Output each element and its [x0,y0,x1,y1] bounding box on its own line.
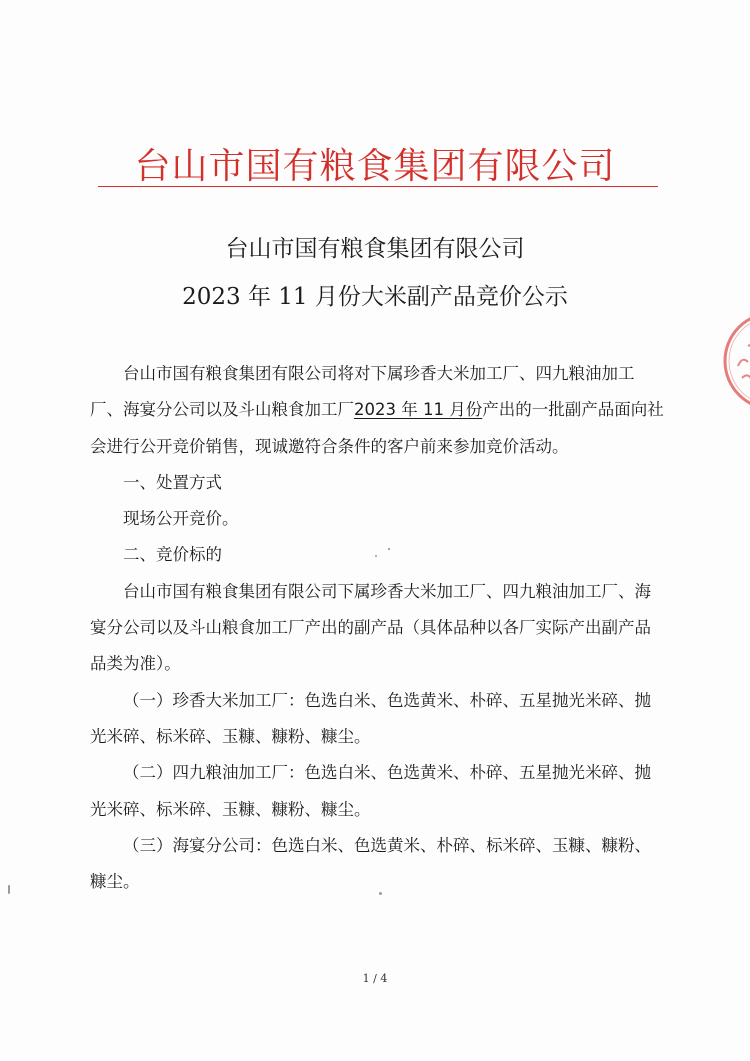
intro-paragraph [90,356,665,465]
document-body [90,356,665,900]
document-title-line1: 台山市国有粮食集团有限公司 [225,236,525,262]
page-number: 1 / 4 [362,972,388,985]
intro-text-before: 台山市国有粮食集团有限公司将对下属珍香大米加工厂、四九粮油加工厂、海宴分公司以及斗山粮食加工厂 [90,364,635,420]
scan-speck [388,548,390,550]
section2-text: 台山市国有粮食集团有限公司下属珍香大米加工厂、四九粮油加工厂、海宴分公司以及斗山粮食加工厂产出的副产品（具体品种以各厂实际产出副产品品类为准）。 [90,581,651,674]
item-zhenxiang-factory: （一）珍香大米加工厂：色选白米、色选黄米、朴碎、五星抛光米碎、抛光米碎、标米碎、玉糠、糠粉、糠尘。 [90,690,651,746]
red-seal-stamp-graphic [718,306,750,416]
item-sijiu-factory: （二）四九粮油加工厂：色选白米、色选黄米、朴碎、五星抛光米碎、抛光米碎、标米碎、玉糠、糠粉、糠尘。 [90,763,651,819]
item-haiyan-branch: （三）海宴分公司：色选白米、色选黄米、朴碎、标米碎、玉糠、糠粉、糠尘。 [90,835,651,892]
section2-heading: 二、竞价标的 [123,545,222,565]
intro-text-after: 产出的一批副产品面向社会进行公开竞价销售，现诚邀符合条件的客户前来参加竞价活动。 [90,400,664,456]
section1-text: 现场公开竞价。 [123,509,239,529]
scan-speck [8,885,10,894]
intro-date-underlined: 2023 年 11 月份 [354,400,483,420]
letterhead-red-rule [98,186,658,187]
letterhead-company-name: 台山市国有粮食集团有限公司 [134,146,616,187]
section1-heading: 一、处置方式 [123,472,222,492]
document-title-line2: 2023 年 11 月份大米副产品竞价公示 [182,284,568,310]
scan-speck [375,555,377,557]
scan-speck [379,892,382,895]
